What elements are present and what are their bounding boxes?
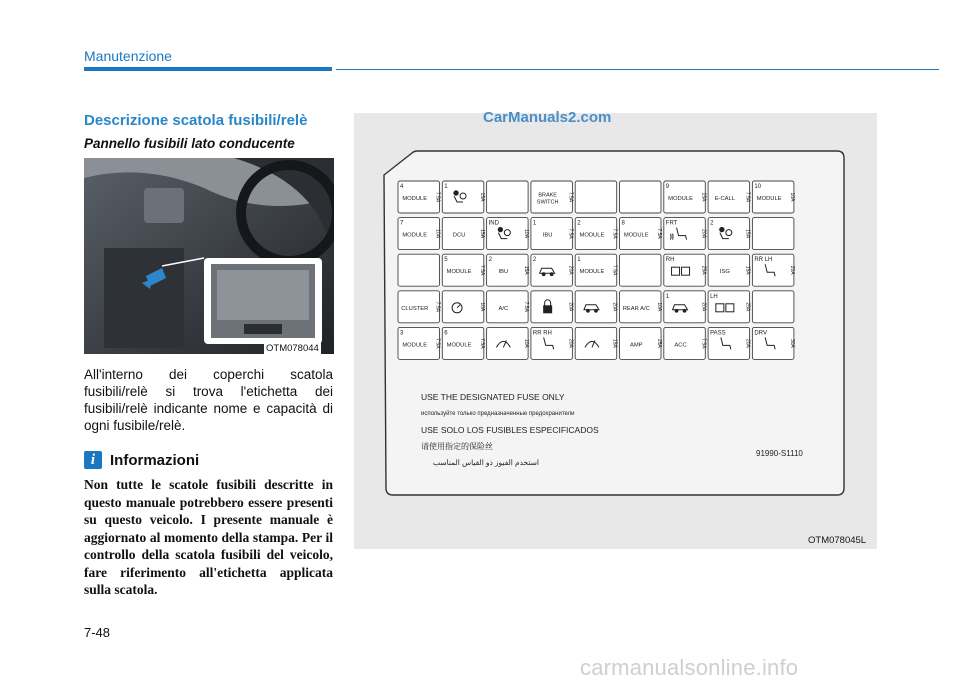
fuse-slot (398, 254, 440, 286)
fuse-slot-amperage: 7.5A (567, 191, 574, 203)
fuse-slot (620, 218, 663, 250)
fuse-slot-label: MODULE (402, 232, 428, 239)
fuse-slot-amperage: 7.5A (656, 228, 662, 239)
fuse-slot-amperage: 20A (788, 265, 795, 275)
fuse-slot (575, 181, 617, 213)
header-rule-accent (84, 67, 332, 71)
fuse-slot-amperage: 20A (567, 338, 574, 348)
fuse-slot-amperage: 10A (478, 302, 485, 312)
fuse-slot (442, 327, 485, 359)
fuse-slot-number: 1 (665, 293, 670, 300)
fuse-slot-amperage: 7.5A (611, 265, 618, 276)
fuse-slot-label: MODULE (446, 342, 472, 349)
fuse-slot-label: MODULE (402, 342, 428, 349)
fuse-slot-amperage: 25A (656, 338, 662, 348)
fuse-slot-amperage: 15A (744, 229, 751, 239)
fuse-slot-amperage: 25A (744, 302, 751, 312)
fuse-slot-number: 9 (665, 184, 670, 190)
fuse-slot-label: DCU (452, 232, 466, 239)
fuse-slot-amperage: 30A (788, 338, 795, 348)
fuse-slot-number: 3 (400, 330, 404, 337)
fuse-slot (398, 181, 441, 213)
fuse-slot (575, 291, 618, 323)
fuse-slot-number: PASS (710, 330, 726, 337)
fuse-slot-label: MODULE (579, 232, 605, 239)
fuse-slot (664, 327, 707, 359)
fuse-slot (531, 181, 574, 213)
fuse-slot-label: MODULE (402, 196, 428, 202)
fuse-slot (398, 218, 441, 250)
fuse-slot-label: MODULE (668, 196, 693, 202)
fuse-slot-amperage: 10A (656, 302, 662, 312)
fuse-slot-label: A/C (498, 305, 509, 312)
footer-watermark: carmanualsonline.info (580, 655, 799, 680)
label-line-3: USE SOLO LOS FUSIBLES ESPECIFICADOS (421, 425, 599, 435)
fuse-slot-number: 6 (444, 330, 448, 337)
fuse-slot-amperage: 15A (611, 338, 618, 348)
fuse-slot (531, 254, 574, 286)
fuse-slot-number: 2 (577, 220, 581, 227)
fuse-slot (531, 218, 574, 250)
fuse-slot-number: RH (665, 257, 675, 264)
fuse-slot (664, 291, 707, 323)
figure-code-1: OTM078044 (266, 343, 319, 354)
fuse-slot-label: IBU (498, 269, 509, 276)
fuse-slot-amperage: 20A (611, 302, 618, 312)
fuse-slot-label: REAR A/C (622, 305, 650, 312)
fuse-slot-amperage: 7.5A (434, 191, 441, 203)
fuse-slot (620, 291, 663, 323)
fuse-slot-amperage: 10A (434, 229, 441, 239)
fuse-slot-amperage: 15A (478, 229, 485, 239)
fuse-slot-number: 7 (400, 220, 404, 227)
fuse-slot-number: 5 (444, 257, 448, 264)
fuse-slot (442, 254, 485, 286)
fuse-slot (398, 327, 441, 359)
fuse-slot (487, 291, 529, 323)
fuse-slot-label: SWITCH (536, 199, 559, 206)
fuse-slot-number: 8 (621, 220, 625, 227)
fuse-slot (575, 254, 618, 286)
fuse-slot (531, 327, 574, 359)
info-icon: i (84, 451, 102, 469)
fuse-slot-amperage: 20A (567, 265, 574, 275)
fuse-panel-photo-drawing (84, 158, 334, 354)
fuse-slot (487, 254, 529, 286)
fuse-slot (442, 291, 485, 323)
fuse-slot (442, 181, 485, 213)
fuse-slot (708, 327, 751, 359)
fuse-slot-label: E-CALL (714, 196, 736, 202)
label-line-1: USE THE DESIGNATED FUSE ONLY (421, 392, 565, 402)
page-number: 7-48 (84, 625, 111, 640)
fuse-slot-label: CLUSTER (401, 305, 429, 312)
fuse-slot (620, 327, 663, 359)
fuse-slot-amperage: 20A (567, 302, 574, 312)
fuse-slot-label: MODULE (579, 269, 605, 276)
fuse-slot (752, 218, 794, 250)
watermark: CarManuals2.com (483, 109, 612, 126)
info-title: Informazioni (110, 452, 200, 469)
fuse-diagram-drawing (354, 113, 877, 549)
fuse-slot-amperage: 15A (523, 265, 530, 275)
fuse-slot (620, 254, 662, 286)
fuse-slot-number: 10 (754, 184, 762, 190)
fuse-slot-number: LH (710, 293, 718, 300)
part-number: 91990-S1110 (756, 449, 803, 458)
fuse-slot-amperage: 7.5A (478, 338, 485, 349)
section-title: Manutenzione (84, 48, 172, 64)
fuse-slot-amperage: 15A (700, 192, 707, 202)
fuse-slot (664, 181, 707, 213)
fuse-slot-number: FRT (665, 220, 678, 227)
fuse-slot-label: BRAKE (538, 192, 557, 199)
fuse-slot (708, 254, 751, 286)
fuse-slot-number: 4 (400, 184, 404, 190)
fuse-slot (442, 218, 485, 250)
fuse-slot-number: 2 (488, 257, 492, 264)
fuse-slot-amperage: 20A (700, 229, 707, 239)
fuse-slot-amperage: 10A (523, 229, 530, 239)
page-subheading: Pannello fusibili lato conducente (84, 136, 295, 151)
fuse-slot-amperage: 25A (700, 265, 707, 275)
fuse-slot-label: ISG (719, 269, 730, 276)
fuse-slot (708, 181, 751, 213)
fuse-slot-number: IND (488, 220, 499, 227)
fuse-slot-label: AMP (629, 342, 643, 349)
fuse-slot (708, 218, 751, 250)
fuse-slot-amperage: 7.5A (611, 228, 618, 239)
fuse-slot-amperage: 7.5A (700, 338, 707, 349)
fuse-slot (487, 218, 529, 250)
fuse-slot (620, 181, 662, 213)
fuse-slot-amperage: 20A (700, 302, 707, 312)
header-rule (336, 69, 939, 70)
info-text: Non tutte le scatole fusibili descritte in questo manuale potrebbero essere presenti su questo veicolo. I presente manuale è aggiornato al momento della stampa. Per il controllo della scatola fusibili del veicolo, fare riferimento all'etichetta applicata sulla scatola. (84, 477, 333, 597)
fuse-slot-number: 2 (532, 257, 537, 264)
fuse-slot (398, 291, 441, 323)
fuse-slot-amperage: 7.5A (478, 265, 485, 276)
fuse-slot (752, 181, 795, 213)
fuse-slot-number: 1 (532, 220, 537, 227)
label-line-5: استخدم الفيوز ذو القياس المناسب (432, 458, 539, 467)
fuse-slot-number: 1 (444, 184, 448, 190)
fuse-slot (752, 327, 795, 359)
page-heading: Descrizione scatola fusibili/relè (84, 112, 308, 129)
fuse-slot-amperage: 10A (523, 338, 530, 348)
fuse-slot-amperage: 7.5A (523, 301, 530, 312)
fuse-slot-label: IBU (542, 232, 553, 239)
fuse-slot-number: RR LH (754, 257, 773, 264)
fuse-slot-label: MODULE (623, 232, 649, 239)
fuse-slot-amperage: 15A (744, 265, 751, 275)
fuse-slot (575, 327, 618, 359)
fuse-diagram (354, 113, 877, 549)
fuse-slot (487, 327, 529, 359)
fuse-slot (487, 181, 528, 213)
fuse-slot-amperage: 15A (478, 192, 485, 202)
fuse-slot-amperage: 7.5A (744, 191, 751, 203)
fuse-slot-amperage: 7.5A (434, 338, 441, 349)
fuse-panel-photo (84, 158, 334, 354)
fuse-slot-number: DRV (754, 330, 767, 337)
figure-code-2: OTM078045L (808, 535, 867, 546)
fuse-slot (664, 218, 707, 250)
fuse-slot-amperage: 20A (744, 338, 751, 348)
label-line-4: 请使用指定的保险丝 (421, 442, 493, 451)
fuse-slot (664, 254, 707, 286)
fuse-slot-number: 1 (577, 257, 581, 264)
fuse-slot-amperage: 7.5A (567, 228, 574, 239)
fuse-slot (575, 218, 618, 250)
fuse-slot-label: ACC (674, 342, 687, 349)
fuse-slot-amperage: 7.5A (434, 301, 441, 312)
fuse-slot-number: 2 (710, 220, 714, 227)
fuse-slot-amperage: 10A (788, 192, 795, 202)
fuse-slot-label: MODULE (756, 196, 782, 202)
fuse-slot (531, 291, 574, 323)
fuse-slot (752, 254, 795, 286)
fuse-slot (752, 291, 794, 323)
body-text: All'interno dei coperchi scatola fusibili/relè si trova l'etichetta dei fusibili/relè indicante nome e capacità di ogni fusibile/relè. (84, 367, 333, 433)
label-line-2: используйте только предназначенные предохранители (421, 411, 575, 417)
fuse-slot-label: MODULE (446, 269, 472, 276)
fuse-slot-number: RR RH (532, 330, 552, 337)
fuse-slot (708, 291, 751, 323)
